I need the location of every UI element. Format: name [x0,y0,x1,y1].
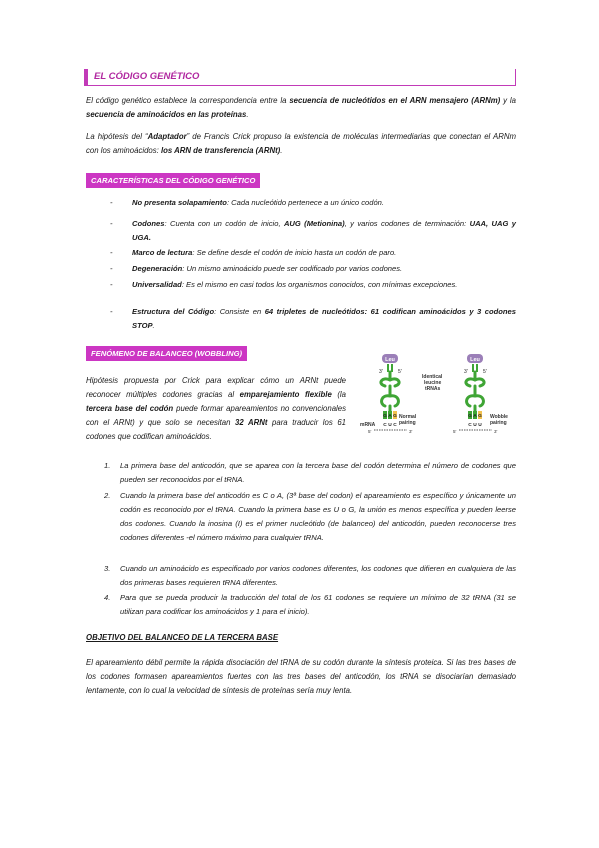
wobble-label-1: Wobble [490,414,508,420]
mrna-right-5: 5' [453,429,457,434]
trna-right [464,354,487,428]
codon-right-1: C [468,423,472,428]
anticodon-right-2: A [473,414,477,419]
normal-label-2: pairing [399,420,416,426]
intro-paragraph-1: El código genético establece la correspondencia entre la secuencia de nucleótidos en el ARN mensajero (ARNm) y la secuencia de aminoácidos en las proteínas. [86,96,516,119]
identical-label-1: Identical [422,374,443,380]
normal-label-1: Normal [399,414,417,420]
codon-right-2: U [473,423,477,428]
objetivo-heading: OBJETIVO DEL BALANCEO DE LA TERCERA BASE [86,633,279,642]
anticodon-left-1: G [383,414,387,419]
codon-left-1: C [383,423,387,428]
aa-left-label: Leu [385,357,395,363]
codon-left-3: C [393,423,397,428]
codon-right-3: U [478,423,482,428]
mrna-left-5: 5' [368,429,372,434]
anticodon-right-1: G [468,414,472,419]
title-bar [84,69,516,86]
five-prime-right: 5' [483,369,487,375]
five-prime-left: 5' [398,369,402,375]
codon-left-2: U [388,423,392,428]
mrna-left-3: 3' [409,429,413,434]
mrna-right-3: 3' [494,429,498,434]
wobble-pairing-diagram [355,354,518,434]
wobble-label-2: pairing [490,420,507,426]
three-prime-right: 3' [464,369,468,375]
section-heading-balanceo: FENÓMENO DE BALANCEO (WOBBLING) [86,346,247,361]
mrna-label: mRNA [360,422,376,428]
identical-label-2: leucine [424,380,442,386]
anticodon-right-3: G [478,414,482,419]
aa-right-label: Leu [470,357,480,363]
objetivo-paragraph: El apareamiento débil permite la rápida disociación del tRNA de su codón durante la síntesis proteica. Si las tres bases de los codones formasen apareamientos fuertes con las tres bases del anticodón, los tRNA se disociarían demasiado lentamente, con lo cual la velocidad de síntesis de proteínas sería muy lenta. [86,658,516,695]
anticodon-left-3: G [393,414,397,419]
three-prime-left: 3' [379,369,383,375]
document-page: EL CÓDIGO GENÉTICO El código genético establece la correspondencia entre la secuencia de nucleótidos en el ARN mensajero (ARNm) y la secuencia de aminoácidos en las proteínas. La hipótesis del “Adaptador” de Francis Crick propuso la existencia de moléculas intermediarias que conectan el ARNm con los aminoácidos: los ARN de transferencia (ARNt). CARACTERÍSTICAS DEL CÓDIGO GENÉTICO - No presenta solapamiento: Cada nucleótido pertenece a un único codón. - Codones: Cuenta con un codón de inicio, AUG (Metionina), y varios codones de terminación: UAA, UAG y UGA. - Marco de lectura: Se define desde el codón de inicio hasta un codón de paro. - Degeneración: Un mismo aminoácido puede ser codificado por varios codones. - Universalidad: Es el mismo en casi todos los organismos conocidos, con mínimas excepciones. - Estructura del Código: Consiste en 64 tripletes de nucleótidos: 61 codifican aminoácidos y 3 codones STOP. FENÓMENO DE BALANCEO (WOBBLING) Hipótesis propuesta por Crick para explicar cómo un ARNt puede reconocer múltiples codones gracias al emparejamiento flexible (la tercera base del codón puede formar apareamientos no convencionales con el ARNt) y que solo se necesitan 32 ARNt para traducir los 61 codones que codifican aminoácidos. Leu 3' 5' G A G C U C Leu 3' 5' G A G C U U Identical leucine tRNAs Normal pairing Wobble pairing mRNA 5' 3' 5' 3' 1. La primera base del anticodón, que se aparea con la tercera base del codón determina el número de codones que pueden ser reconocidos por el tRNA. 2. Cuando la primera base del anticodón es C o A, (3ª base del codon) el apareamiento es específico y únicamente un codón es reconocido por el tRNA. Cuando la primera base es U o G, la unión es menos específica y pueden leerse dos codones. Cuando la inosina (I) es el primer nucleótido (de balanceo) del anticodón, pueden reconocerse tres codones diferentes -el número máximo para cualquier tRNA. 3. Cuando un aminoácido es especificado por varios codones diferentes, los codones que difieren en cualquiera de las dos primeras bases requieren tRNA diferentes. 4. Para que se pueda producir la traducción del total de los 61 codones se requiere un mínimo de 32 tRNA (31 se utilizan para codificar los aminoácidos y 1 para el inicio). OBJETIVO DEL BALANCEO DE LA TERCERA BASE El apareamiento débil permite la rápida disociación del tRNA de su codón durante la síntesis proteica. Si las tres bases de los codones formasen apareamientos fuertes con las tres bases del anticodón, los tRNA se disociarían demasiado lentamente, con lo cual la velocidad de síntesis de proteínas sería muy lenta. [0,0,599,848]
identical-label-3: tRNAs [425,386,441,392]
page-title: EL CÓDIGO GENÉTICO [94,71,200,82]
section-heading-caracteristicas: CARACTERÍSTICAS DEL CÓDIGO GENÉTICO [86,173,260,188]
balanceo-paragraph: Hipótesis propuesta por Crick para explicar cómo un ARNt puede reconocer múltiples codones gracias al emparejamiento flexible (la tercera base del codón puede formar apareamientos no convencionales con el ARNt) y que solo se necesitan 32 ARNt para traducir los 61 codones que codifican aminoácidos. [86,376,347,441]
anticodon-left-2: A [388,414,392,419]
intro-paragraph-2: La hipótesis del “Adaptador” de Francis Crick propuso la existencia de moléculas intermediarias que conectan el ARNm con los aminoácidos: los ARN de transferencia (ARNt). [86,132,516,155]
